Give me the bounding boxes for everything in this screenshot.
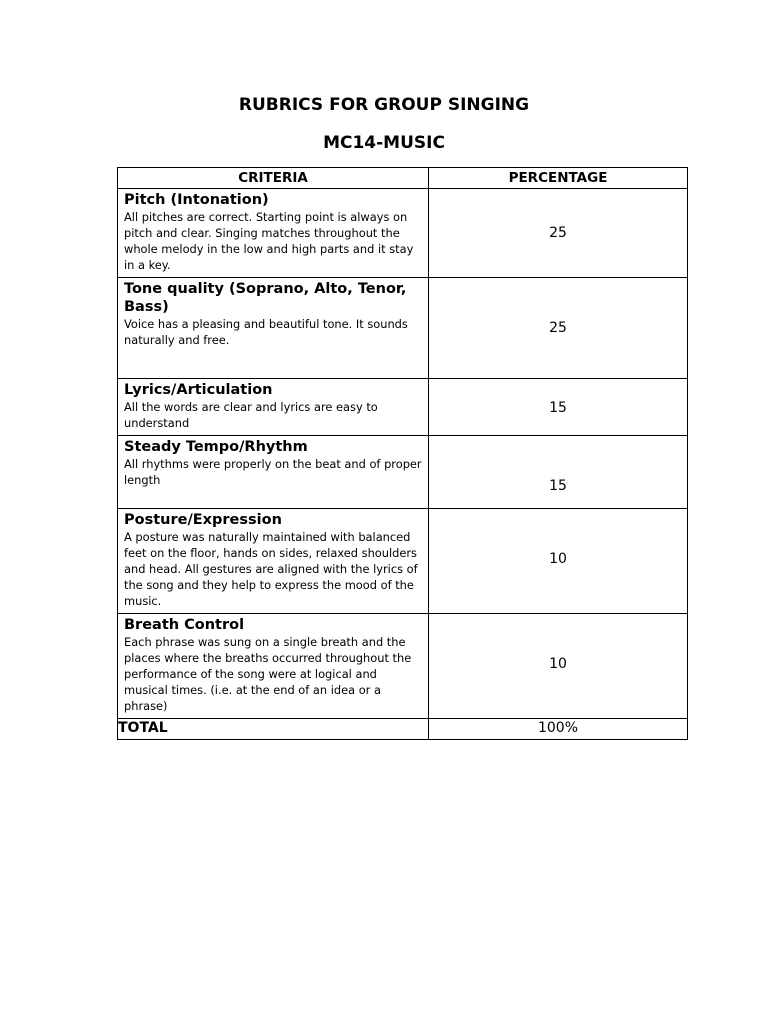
criteria-name: Steady Tempo/Rhythm [124,439,308,455]
criteria-name: Breath Control [124,617,245,633]
rubric-table [117,167,688,740]
document-title: RUBRICS FOR GROUP SINGING [238,95,530,115]
percentage-value: 10 [549,655,567,672]
percentage-cell [429,614,688,719]
table-row [118,436,688,509]
percentage-cell [429,189,688,278]
criteria-description: All the words are clear and lyrics are easy to understand [124,400,378,430]
criteria-name: Pitch (Intonation) [124,192,269,208]
criteria-cell [118,614,429,719]
criteria-description: Voice has a pleasing and beautiful tone. It sounds naturally and free. [124,317,408,347]
total-label: TOTAL [118,719,429,740]
criteria-name: Lyrics/Articulation [124,382,273,398]
percentage-cell [429,436,688,509]
percentage-value: 15 [549,478,567,495]
criteria-description: All pitches are correct. Starting point is always on pitch and clear. Singing matches throughout the whole melody in the low and high parts and it stay in a key. [124,210,414,272]
percentage-cell [429,278,688,379]
table-row [118,278,688,379]
criteria-cell [118,189,429,278]
table-row [118,189,688,278]
percentage-cell [429,379,688,436]
table-row [118,379,688,436]
table-row [118,614,688,719]
percentage-value: 10 [549,550,567,567]
criteria-name: Tone quality (Soprano, Alto, Tenor, Bass) [124,281,407,315]
total-row [118,719,688,740]
criteria-cell [118,436,429,509]
criteria-name: Posture/Expression [124,512,282,528]
criteria-description: Each phrase was sung on a single breath and the places where the breaths occurred throughout the performance of the song were at logical and musical times. (i.e. at the end of an idea or a phrase) [124,635,412,713]
percentage-value: 25 [549,320,567,336]
criteria-cell [118,379,429,436]
criteria-cell [118,278,429,379]
criteria-description: All rhythms were properly on the beat and of proper length [124,457,422,487]
percentage-header: PERCENTAGE [429,168,688,189]
criteria-header: CRITERIA [118,168,429,189]
criteria-cell [118,509,429,614]
table-header-row [118,168,688,189]
percentage-value: 15 [549,400,567,417]
criteria-description: A posture was naturally maintained with balanced feet on the floor, hands on sides, relaxed shoulders and head. All gestures are aligned with the lyrics of the song and they help to express the mood of the music. [124,530,418,608]
total-value: 100% [429,719,688,740]
percentage-value: 25 [549,225,567,241]
table-row [118,509,688,614]
percentage-cell [429,509,688,614]
document-subtitle: MC14-MUSIC [323,133,445,153]
